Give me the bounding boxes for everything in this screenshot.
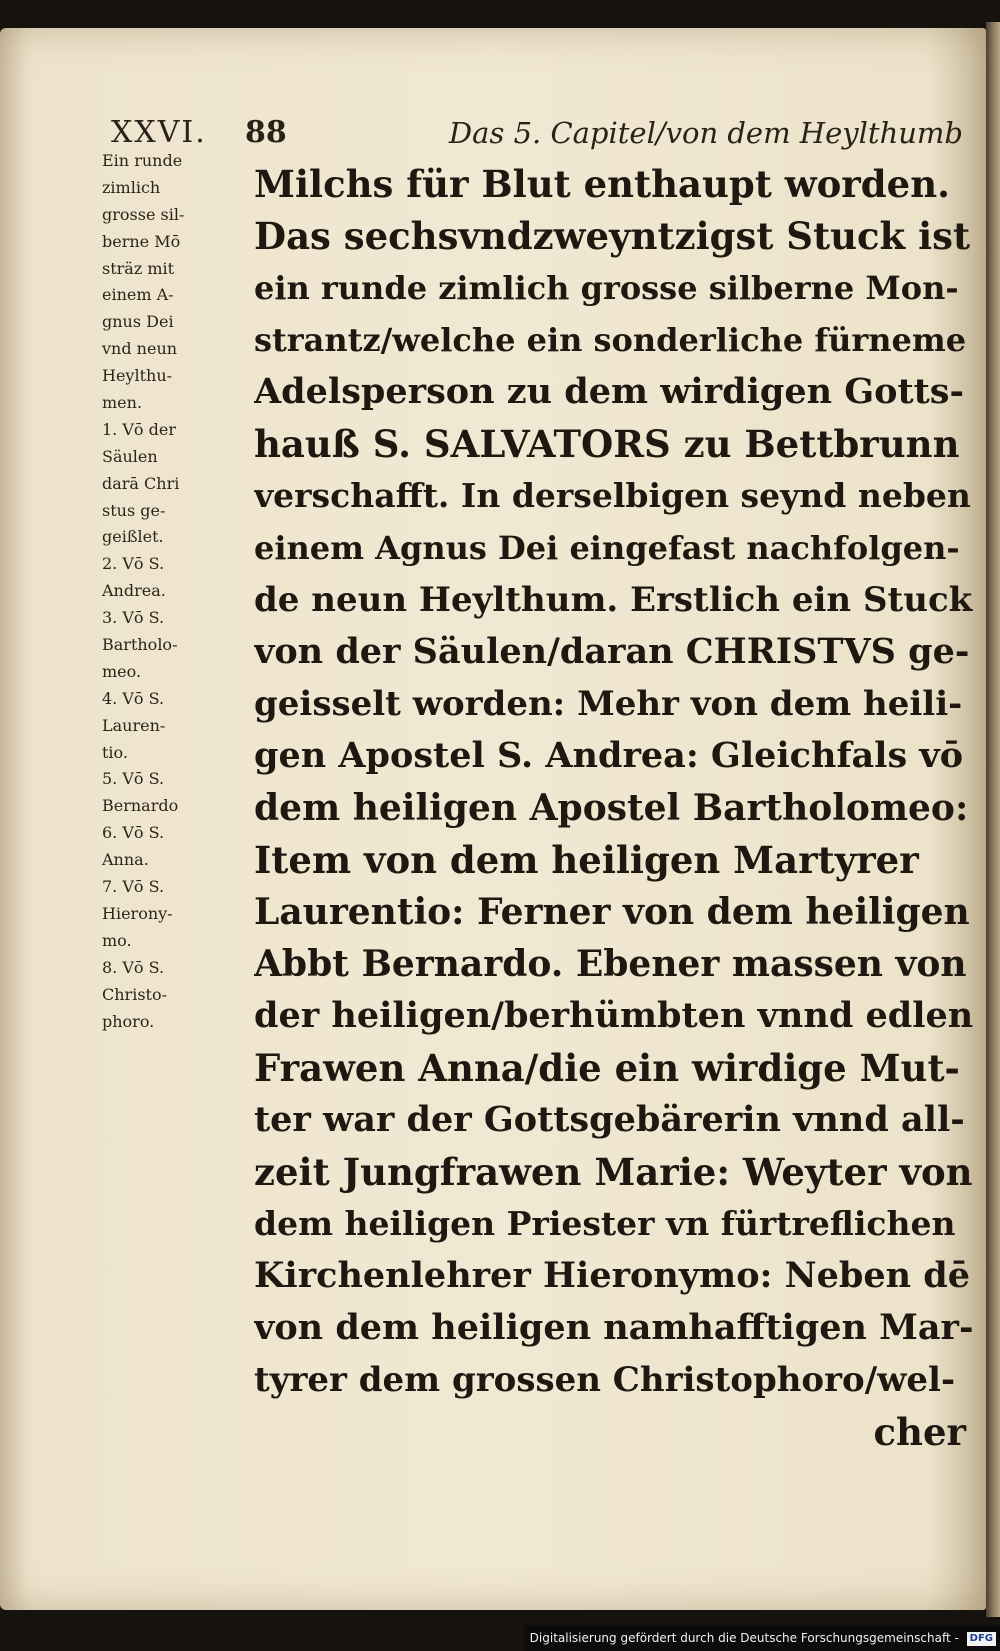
text-line: tyrer dem grossen Christophoro/wel-	[254, 1360, 956, 1400]
margin-note-line: gnus Dei	[102, 312, 174, 332]
text-line: von der Säulen/daran CHRISTVS ge-	[254, 631, 970, 672]
signature-mark: XXVI.	[111, 115, 207, 150]
margin-note-line: Heylthu-	[102, 366, 173, 386]
page-edge	[986, 22, 1000, 1617]
margin-note-line: Christo-	[102, 984, 167, 1004]
margin-note-line: mo.	[102, 930, 132, 950]
body-text	[254, 158, 974, 1458]
margin-note-line: 8. Vō S.	[102, 957, 165, 977]
text-line: Milchs für Blut enthaupt worden.	[254, 162, 950, 206]
text-line: Item von dem heiligen Martyrer	[254, 838, 919, 882]
text-line: de neun Heylthum. Erstlich ein Stuck	[254, 580, 973, 620]
text-line: der heiligen/berhümbten vnnd edlen	[254, 995, 974, 1036]
margin-note-line: 2. Vō S.	[102, 554, 165, 574]
dfg-logo: DFG	[967, 1632, 996, 1646]
text-line: hauß S. SALVATORS zu Bettbrunn	[254, 422, 960, 466]
credit-text: Digitalisierung gefördert durch die Deutsche Forschungsgemeinschaft -	[529, 1631, 959, 1645]
margin-note-line: phoro.	[102, 1011, 155, 1031]
text-line: Frawen Anna/die ein wirdige Mut-	[254, 1046, 960, 1090]
text-line: strantz/welche ein sonderliche fürneme	[254, 321, 967, 359]
text-line: einem Agnus Dei eingefast nachfolgen-	[254, 529, 960, 567]
margin-note-line: 5. Vō S.	[102, 769, 165, 789]
margin-note-line: geißlet.	[102, 527, 164, 547]
text-line: ein runde zimlich grosse silberne Mon-	[254, 269, 959, 307]
margin-note-line: berne Mō	[102, 231, 181, 251]
margin-note-line: tio.	[102, 742, 128, 762]
margin-note-line: 3. Vō S.	[102, 608, 165, 628]
text-line: gen Apostel S. Andrea: Gleichfals vō	[254, 735, 964, 776]
text-line: dem heiligen Apostel Bartholomeo:	[254, 787, 969, 829]
text-line: zeit Jungfrawen Marie: Weyter von	[254, 1150, 973, 1194]
margin-note-line: sträz mit	[102, 258, 175, 278]
text-line: Kirchenlehrer Hieronymo: Neben dē	[254, 1255, 971, 1296]
margin-note-line: darā Chri	[102, 473, 180, 493]
text-line: geisselt worden: Mehr von dem heili-	[254, 684, 963, 724]
margin-note-line: zimlich	[102, 177, 161, 197]
margin-note-line: grosse sil-	[102, 204, 185, 224]
running-title: Das 5. Capitel/von dem Heylthumb	[448, 116, 963, 150]
text-line: von dem heiligen namhafftigen Mar-	[254, 1307, 974, 1348]
margin-notes	[102, 148, 252, 1035]
margin-note-line: Säulen	[102, 446, 158, 466]
margin-note-line: 7. Vō S.	[102, 877, 165, 897]
margin-note-line: Ein runde	[102, 151, 183, 170]
margin-note-line: stus ge-	[102, 500, 166, 520]
text-line: verschafft. In derselbigen seynd neben	[254, 476, 971, 515]
margin-note-line: meo.	[102, 661, 142, 681]
text-line: dem heiligen Priester vn fürtreflichen	[254, 1204, 956, 1243]
margin-note-line: Andrea.	[102, 581, 166, 601]
margin-note-line: Anna.	[102, 850, 149, 870]
catchword: cher	[873, 1410, 966, 1454]
digitization-credit	[524, 1625, 1000, 1651]
margin-note-line: vnd neun	[102, 339, 178, 359]
margin-note-line: Lauren-	[102, 715, 166, 735]
margin-note-line: Bernardo	[102, 796, 179, 816]
text-line: Abbt Bernardo. Ebener massen von	[254, 943, 967, 985]
margin-note-line: 1. Vō der	[102, 419, 176, 439]
text-line: Adelsperson zu dem wirdigen Gotts-	[254, 371, 965, 412]
margin-note-line: einem A-	[102, 285, 174, 305]
text-line: ter war der Gottsgebärerin vnnd all-	[254, 1099, 965, 1140]
margin-note-line: Bartholo-	[102, 635, 178, 655]
margin-note-line: 4. Vō S.	[102, 688, 165, 708]
margin-note-line: Hierony-	[102, 903, 173, 923]
margin-note-line: men.	[102, 393, 143, 413]
page-number: 88	[245, 115, 287, 150]
text-line: Das sechsvndzweyntzigst Stuck ist	[254, 214, 971, 258]
text-line: Laurentio: Ferner von dem heiligen	[254, 891, 970, 933]
margin-note-line: 6. Vō S.	[102, 823, 165, 843]
